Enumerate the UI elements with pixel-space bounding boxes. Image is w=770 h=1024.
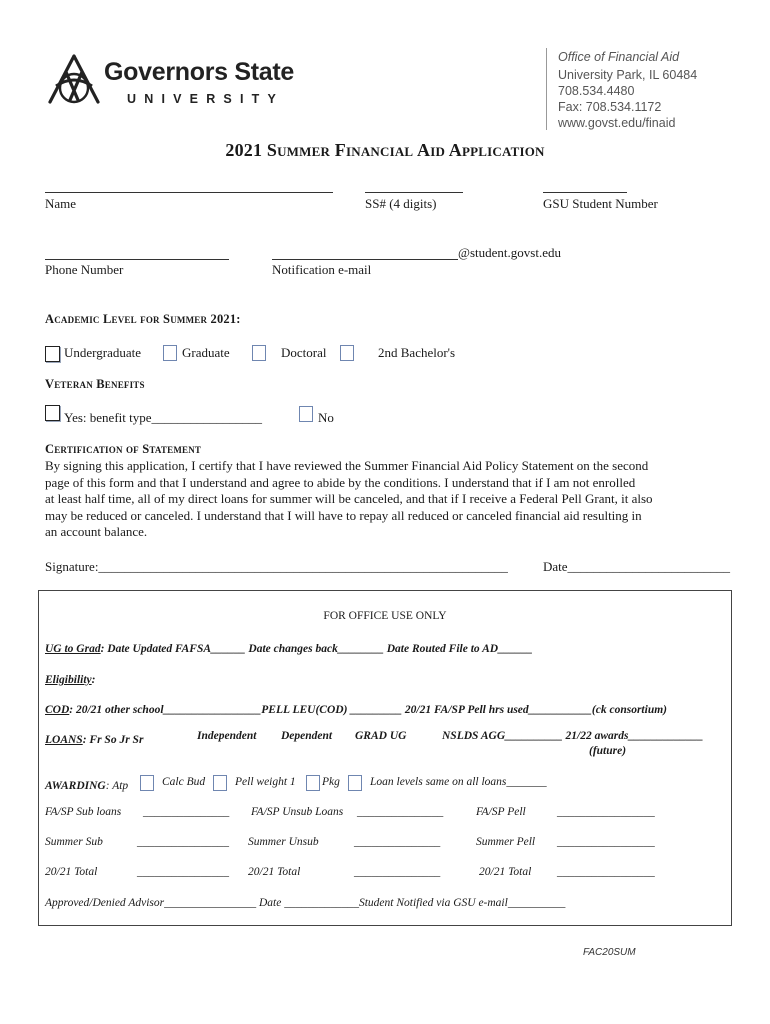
grad-ug-option: GRAD UG [355,730,407,742]
total-1-label: 20/21 Total [45,866,98,878]
fasp-pell-label: FA/SP Pell [476,806,526,818]
pell-weight-checkbox[interactable] [306,775,320,791]
cod-text: : 20/21 other school_________________PELL LEU(COD) _________ 20/21 FA/SP Pell hrs used___________(ck consortium) [69,704,667,716]
graduate-checkbox[interactable] [163,345,177,361]
veteran-no-checkbox[interactable] [299,406,313,422]
signature-field[interactable]: Signature:_______________________________________________________________ [45,559,508,574]
dependent-option: Dependent [281,730,333,742]
eligibility-label: Eligibility [45,674,92,686]
fasp-sub-loans-blank[interactable]: _______________ [143,806,230,818]
second-bachelors-checkbox[interactable] [340,345,354,361]
future-note: (future) [589,745,627,757]
date-field[interactable]: Date_________________________ [543,559,731,574]
pell-weight-label: Pell weight 1 [235,776,296,788]
undergraduate-label: Undergraduate [64,345,142,360]
ug-to-grad-text: : Date Updated FAFSA______ Date changes back________ Date Routed File to AD______ [100,643,533,655]
loan-levels-field: Loan levels same on all loans_______ [370,776,547,788]
form-code: FAC20SUM [583,947,636,958]
header-divider [546,48,547,130]
name-input-line[interactable] [45,192,333,193]
fasp-unsub-loans-blank[interactable]: _______________ [357,806,444,818]
certification-paragraph [45,458,725,541]
atp-label: : Atp [105,780,129,792]
total-1-blank[interactable]: ________________ [137,866,229,878]
certification-line: By signing this application, I certify that I have reviewed the Summer Financial Aid Policy Statement on the second [45,458,649,473]
certification-line: page of this form and that I understand and agree to abide by the conditions. I understand that if I am not enrolled [45,474,636,490]
office-website: www.govst.edu/finaid [558,116,676,130]
doctoral-label: Doctoral [281,345,327,360]
pkg-checkbox[interactable] [348,775,362,791]
total-3-blank[interactable]: _________________ [557,866,655,878]
veteran-no-label: No [318,410,334,425]
ss-input-line[interactable] [365,192,463,193]
office-fax: Fax: 708.534.1172 [558,100,662,114]
awarding-label: AWARDING [45,780,106,792]
second-bachelors-label: 2nd Bachelor's [378,345,456,360]
pkg-label: Pkg [322,776,340,788]
certification-line: at least half time, all of my direct loans for summer will be canceled, and that if I receive a Federal Pell Grant, it also [45,491,653,507]
doctoral-checkbox[interactable] [252,345,266,361]
calc-bud-label: Calc Bud [162,776,206,788]
logo-sub: UNIVERSITY [127,92,285,106]
email-input-line[interactable] [272,259,458,260]
ug-to-grad-label: UG to Grad [45,643,101,655]
total-3-label: 20/21 Total [479,866,532,878]
ug-to-grad-row [45,639,533,657]
phone-label: Phone Number [45,262,124,277]
office-name: Office of Financial Aid [558,50,680,64]
summer-sub-blank[interactable]: ________________ [137,836,229,848]
phone-input-line[interactable] [45,259,229,260]
graduate-label: Graduate [182,345,230,360]
ss-label: SS# (4 digits) [365,196,437,211]
eligibility-row [45,670,95,688]
name-label: Name [45,196,77,211]
fasp-sub-loans-label: FA/SP Sub loans [45,806,122,818]
summer-unsub-blank[interactable]: _______________ [354,836,441,848]
independent-option: Independent [197,730,257,742]
nslds-field: NSLDS AGG__________ 21/22 awards_____________ [442,730,704,742]
fasp-unsub-loans-label: FA/SP Unsub Loans [251,806,344,818]
undergraduate-checkbox[interactable] [45,346,60,362]
loans-years: : Fr So Jr Sr [82,734,144,746]
form-title: 2021 Summer Financial Aid Application [225,140,545,160]
office-phone: 708.534.4480 [558,84,635,98]
summer-unsub-label: Summer Unsub [248,836,319,848]
approved-denied-row: Approved/Denied Advisor________________ Date _____________Student Notified via GSU e-mail__________ [45,897,566,909]
veteran-heading: Veteran Benefits [45,377,145,391]
email-label: Notification e-mail [272,262,372,277]
logo-name: Governors State [104,58,295,86]
loans-row [45,730,143,748]
email-suffix: @student.govst.edu [458,245,561,260]
gsu-number-label: GSU Student Number [543,196,658,211]
cod-row [45,700,667,718]
veteran-yes-checkbox[interactable] [45,405,60,421]
gsu-number-input-line[interactable] [543,192,627,193]
office-use-title: FOR OFFICE USE ONLY [323,610,447,622]
summer-pell-label: Summer Pell [476,836,536,848]
cod-label: COD [45,704,70,716]
gsu-emblem-icon [46,52,102,110]
veteran-yes-label: Yes: benefit type_________________ [64,410,263,425]
certification-line: an account balance. [45,524,148,540]
certification-heading: Certification of Statement [45,442,202,456]
loans-label: LOANS [45,734,83,746]
office-address: University Park, IL 60484 [558,68,698,82]
eligibility-colon: : [91,674,96,686]
atp-checkbox[interactable] [140,775,154,791]
summer-sub-label: Summer Sub [45,836,103,848]
awarding-row [45,776,128,794]
total-2-label: 20/21 Total [248,866,301,878]
total-2-blank[interactable]: _______________ [354,866,441,878]
certification-line: may be reduced or canceled. I understand that I will have to repay all reduced or canceled financial aid resulting in [45,507,642,523]
calc-bud-checkbox[interactable] [213,775,227,791]
summer-pell-blank[interactable]: _________________ [557,836,655,848]
fasp-pell-blank[interactable]: _________________ [557,806,655,818]
academic-level-heading: Academic Level for Summer 2021: [45,312,241,326]
